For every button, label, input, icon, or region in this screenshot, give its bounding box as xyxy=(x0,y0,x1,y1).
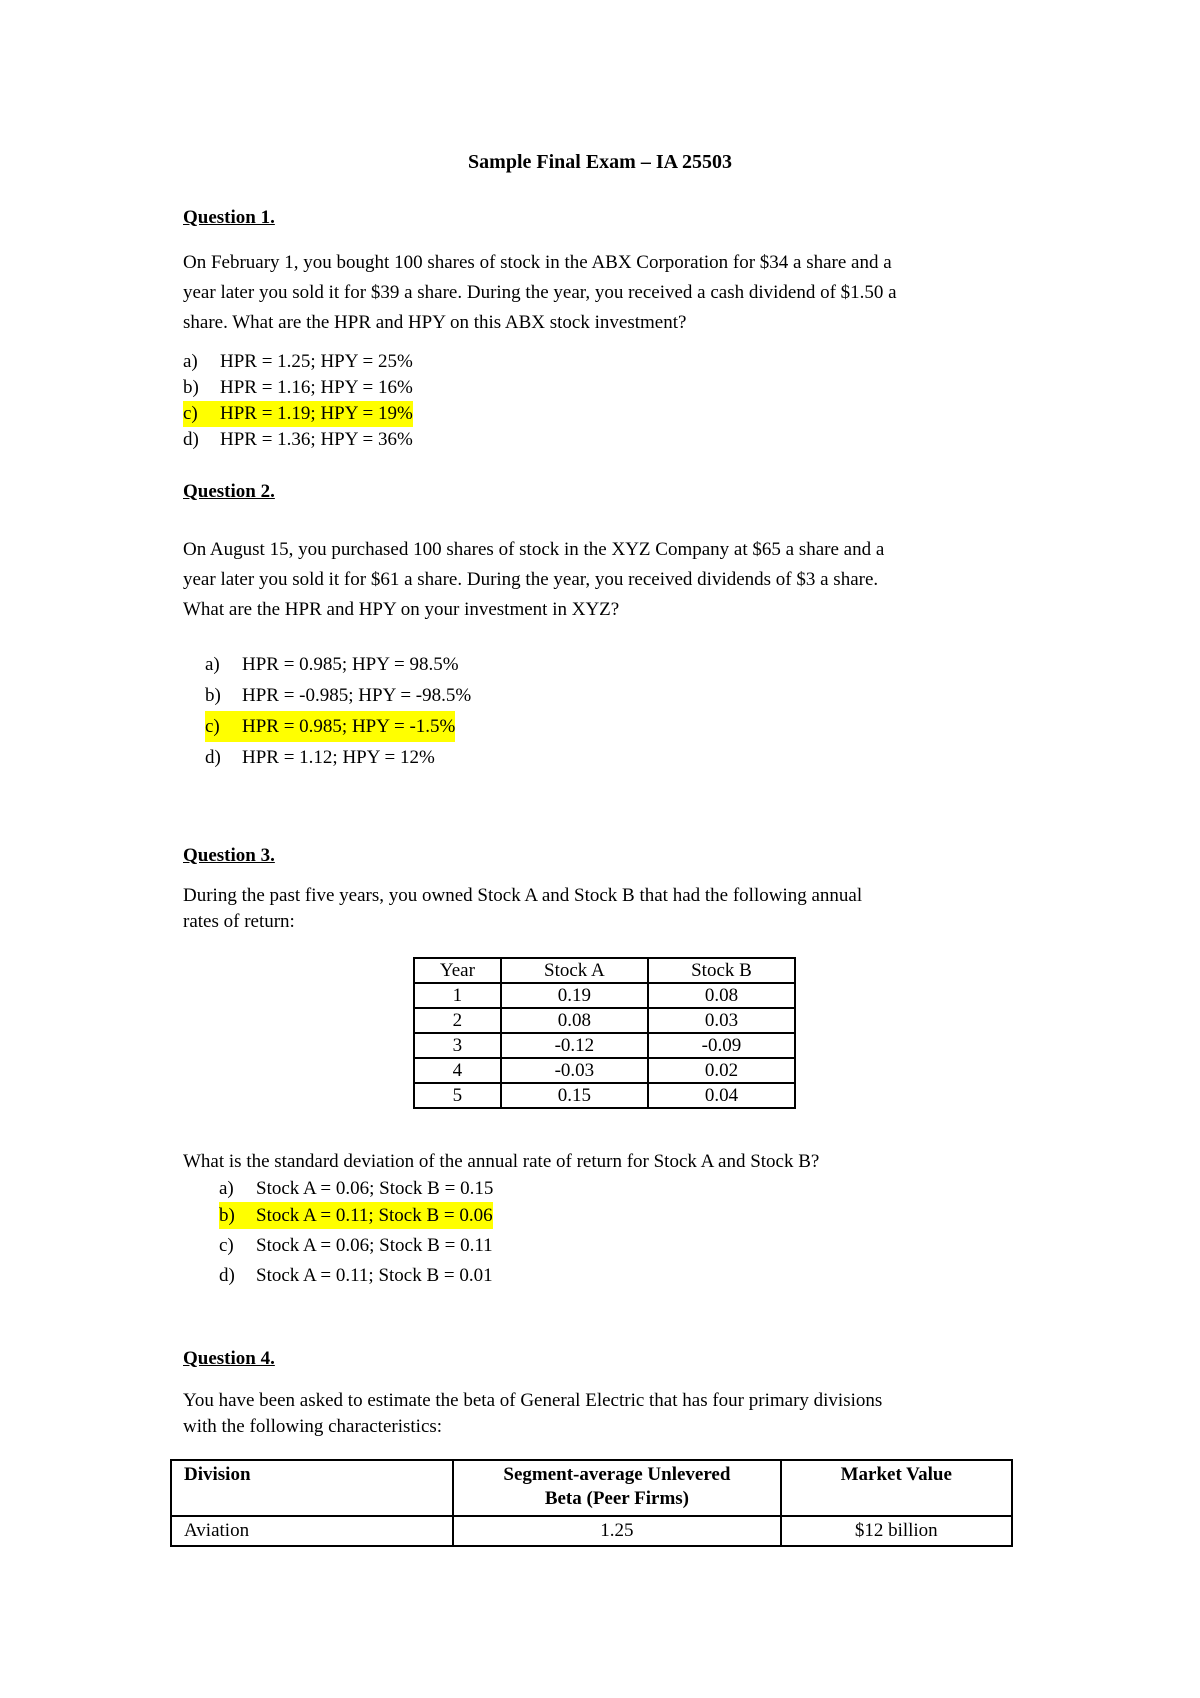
table-row xyxy=(414,1008,795,1033)
table-cell: -0.12 xyxy=(501,1033,648,1058)
table-header-cell: Stock A xyxy=(501,958,648,983)
option-a: a) HPR = 0.985; HPY = 98.5% xyxy=(205,654,459,675)
question-3-line: rates of return: xyxy=(183,911,295,932)
returns-table xyxy=(413,957,796,1109)
question-3-prompt: What is the standard deviation of the annual rate of return for Stock A and Stock B? xyxy=(183,1151,820,1172)
table-cell: -0.09 xyxy=(648,1033,795,1058)
option-b-highlighted: b) Stock A = 0.11; Stock B = 0.06 xyxy=(219,1202,493,1229)
question-1-line: year later you sold it for $39 a share. During the year, you received a cash dividend of $1.50 a xyxy=(183,282,897,303)
table-cell: 0.08 xyxy=(648,983,795,1008)
table-cell: 0.03 xyxy=(648,1008,795,1033)
table-row xyxy=(414,1033,795,1058)
table-cell: 1 xyxy=(414,983,501,1008)
option-c: c) Stock A = 0.06; Stock B = 0.11 xyxy=(219,1235,493,1256)
option-d: d) HPR = 1.12; HPY = 12% xyxy=(205,747,435,768)
question-2-line: year later you sold it for $61 a share. During the year, you received dividends of $3 a share. xyxy=(183,569,879,590)
table-header-cell: Year xyxy=(414,958,501,983)
table-row xyxy=(414,983,795,1008)
question-4-line: with the following characteristics: xyxy=(183,1416,443,1437)
question-2-text xyxy=(183,535,1033,625)
option-a: a) Stock A = 0.06; Stock B = 0.15 xyxy=(219,1178,494,1199)
table-header-cell: Segment-average Unlevered Beta (Peer Firms) xyxy=(453,1460,780,1516)
option-c-highlighted: c) HPR = 1.19; HPY = 19% xyxy=(183,401,413,427)
question-1-options xyxy=(183,349,413,453)
table-cell: 0.02 xyxy=(648,1058,795,1083)
table-cell: 1.25 xyxy=(453,1516,780,1546)
page-title: Sample Final Exam – IA 25503 xyxy=(468,151,732,173)
table-cell: 3 xyxy=(414,1033,501,1058)
question-1-text xyxy=(183,248,1033,338)
option-d: d) HPR = 1.36; HPY = 36% xyxy=(183,429,413,450)
table-cell: 4 xyxy=(414,1058,501,1083)
table-cell: $12 billion xyxy=(781,1516,1012,1546)
table-cell: 0.19 xyxy=(501,983,648,1008)
question-3-line: During the past five years, you owned Stock A and Stock B that had the following annual xyxy=(183,885,863,906)
question-2-line: What are the HPR and HPY on your investment in XYZ? xyxy=(183,599,620,620)
table-cell: 0.15 xyxy=(501,1083,648,1108)
option-b: b) HPR = -0.985; HPY = -98.5% xyxy=(205,685,472,706)
question-2-line: On August 15, you purchased 100 shares of stock in the XYZ Company at $65 a share and a xyxy=(183,539,885,560)
question-4-text xyxy=(183,1388,1033,1440)
table-header-row xyxy=(414,958,795,983)
table-header-cell: Division xyxy=(171,1460,453,1516)
table-cell: 5 xyxy=(414,1083,501,1108)
question-1-line: share. What are the HPR and HPY on this ABX stock investment? xyxy=(183,312,687,333)
question-2-heading: Question 2. xyxy=(183,481,275,502)
table-header-cell: Stock B xyxy=(648,958,795,983)
option-d: d) Stock A = 0.11; Stock B = 0.01 xyxy=(219,1265,493,1286)
table-header-row xyxy=(171,1460,1012,1516)
option-c-highlighted: c) HPR = 0.985; HPY = -1.5% xyxy=(205,711,471,742)
question-2-options xyxy=(205,649,471,773)
question-3-options xyxy=(219,1175,493,1289)
table-cell: 0.08 xyxy=(501,1008,648,1033)
question-1-heading: Question 1. xyxy=(183,207,275,228)
table-cell: Aviation xyxy=(171,1516,453,1546)
table-row xyxy=(414,1058,795,1083)
table-cell: -0.03 xyxy=(501,1058,648,1083)
option-a: a) HPR = 1.25; HPY = 25% xyxy=(183,351,413,372)
table-cell: 0.04 xyxy=(648,1083,795,1108)
table-cell: 2 xyxy=(414,1008,501,1033)
question-3-heading: Question 3. xyxy=(183,845,275,866)
question-4-line: You have been asked to estimate the beta of General Electric that has four primary divisions xyxy=(183,1390,883,1411)
question-1-line: On February 1, you bought 100 shares of stock in the ABX Corporation for $34 a share and a xyxy=(183,252,892,273)
table-header-cell: Market Value xyxy=(781,1460,1012,1516)
option-b: b) HPR = 1.16; HPY = 16% xyxy=(183,377,413,398)
divisions-table xyxy=(170,1459,1013,1547)
table-row xyxy=(414,1083,795,1108)
table-row xyxy=(171,1516,1012,1546)
question-3-text xyxy=(183,883,1033,935)
question-4-heading: Question 4. xyxy=(183,1348,275,1369)
